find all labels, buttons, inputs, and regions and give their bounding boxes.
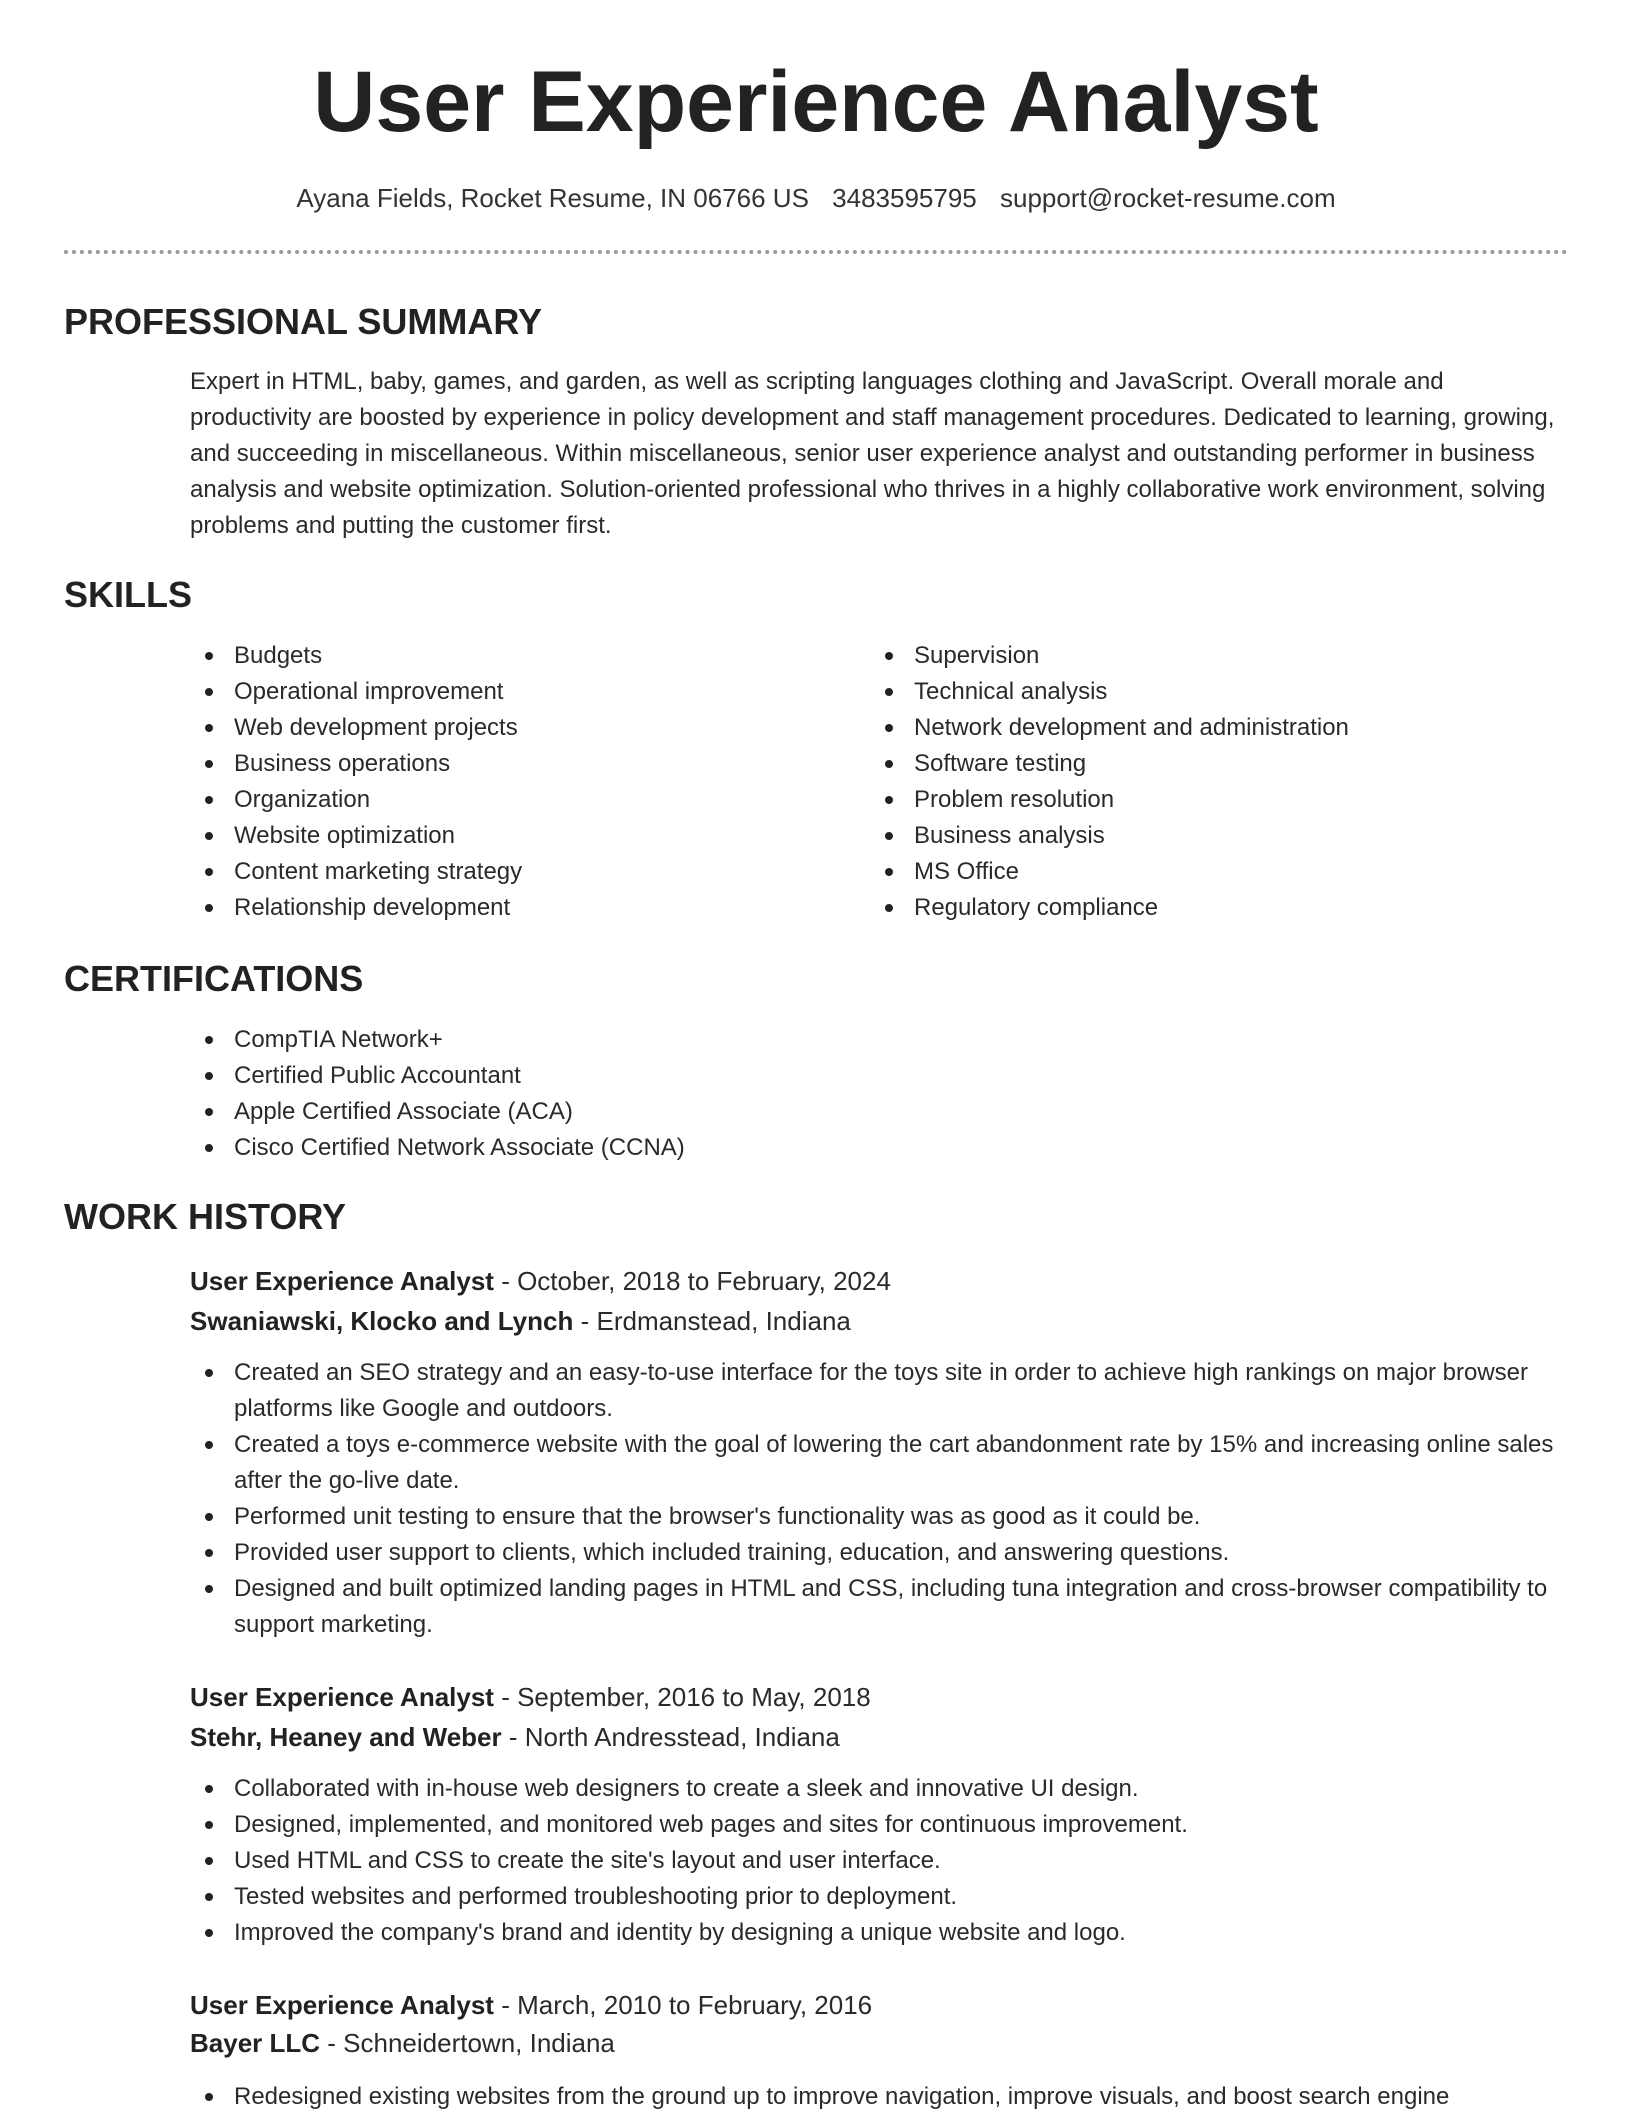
job-bullets (190, 1355, 1570, 1643)
list-item: Relationship development (190, 890, 830, 926)
job-company-line (190, 2023, 1570, 2063)
list-item: Technical analysis (870, 674, 1570, 710)
contact-address: Ayana Fields, Rocket Resume, IN 06766 US (296, 183, 809, 213)
job-dates: - October, 2018 to February, 2024 (493, 1266, 891, 1296)
summary-heading: PROFESSIONAL SUMMARY (64, 301, 543, 342)
certifications-list (190, 1022, 1570, 1166)
list-item: Budgets (190, 638, 830, 674)
list-item: Network development and administration (870, 710, 1570, 746)
list-item: Tested websites and performed troubleshooting prior to deployment. (190, 1879, 1570, 1915)
list-item: Certified Public Accountant (190, 1058, 1570, 1094)
job-location: - Erdmanstead, Indiana (573, 1306, 851, 1336)
list-item: Improved the company's brand and identity by designing a unique website and logo. (190, 1915, 1570, 1951)
job-location: - North Andresstead, Indiana (501, 1722, 840, 1752)
job-company: Swaniawski, Klocko and Lynch (190, 1306, 574, 1336)
list-item: Supervision (870, 638, 1570, 674)
contact-email: support@rocket-resume.com (1000, 183, 1336, 213)
list-item: Used HTML and CSS to create the site's layout and user interface. (190, 1843, 1570, 1879)
job-title: User Experience Analyst (190, 1682, 494, 1712)
list-item: Content marketing strategy (190, 854, 830, 890)
list-item: Regulatory compliance (870, 890, 1570, 926)
job-title: User Experience Analyst (190, 1266, 494, 1296)
skills-heading: SKILLS (64, 574, 193, 615)
job-company-line (190, 1301, 1570, 1341)
list-item: MS Office (870, 854, 1570, 890)
certifications-heading: CERTIFICATIONS (64, 958, 364, 999)
list-item: Problem resolution (870, 782, 1570, 818)
list-item: Business operations (190, 746, 830, 782)
job-title-line (190, 1677, 1570, 1717)
job-company-line (190, 1717, 1570, 1757)
resume-title: User Experience Analyst (313, 54, 1319, 150)
list-item: Collaborated with in-house web designers to create a sleek and innovative UI design. (190, 1771, 1570, 1807)
job-dates: - March, 2010 to February, 2016 (493, 1990, 873, 2020)
job-bullets (190, 2079, 1570, 2115)
list-item: Designed and built optimized landing pages in HTML and CSS, including tuna integration and cross-browser compatibility to support marketing. (190, 1571, 1570, 1643)
job-dates: - September, 2016 to May, 2018 (493, 1682, 871, 1712)
job-title: User Experience Analyst (190, 1990, 494, 2020)
list-item: Created an SEO strategy and an easy-to-use interface for the toys site in order to achieve high rankings on major browser platforms like Google and outdoors. (190, 1355, 1570, 1427)
list-item: Provided user support to clients, which included training, education, and answering questions. (190, 1535, 1570, 1571)
list-item: Performed unit testing to ensure that the browser's functionality was as good as it could be. (190, 1499, 1570, 1535)
contact-phone: 3483595795 (832, 183, 977, 213)
list-item: Redesigned existing websites from the ground up to improve navigation, improve visuals, and boost search engine (190, 2079, 1570, 2115)
list-item: Website optimization (190, 818, 830, 854)
job-title-line (190, 1985, 1570, 2025)
list-item: Designed, implemented, and monitored web pages and sites for continuous improvement. (190, 1807, 1570, 1843)
job-location: - Schneidertown, Indiana (320, 2028, 615, 2058)
job-title-line (190, 1261, 1570, 1301)
summary-text: Expert in HTML, baby, games, and garden, as well as scripting languages clothing and JavaScript. Overall morale and productivity are boosted by experience in policy development and staff management procedures. Dedicated to learning, growing, and succeeding in miscellaneous. Within miscellaneous, senior user experience analyst and outstanding performer in business analysis and website optimization. Solution-oriented professional who thrives in a highly collaborative work environment, solving problems and putting the customer first. (190, 368, 1555, 539)
list-item: Organization (190, 782, 830, 818)
list-item: Web development projects (190, 710, 830, 746)
work-history-heading: WORK HISTORY (64, 1196, 347, 1237)
list-item: Apple Certified Associate (ACA) (190, 1094, 1570, 1130)
skills-list-right (870, 638, 1570, 926)
list-item: Cisco Certified Network Associate (CCNA) (190, 1130, 1570, 1166)
list-item: CompTIA Network+ (190, 1022, 1570, 1058)
list-item: Created a toys e-commerce website with the goal of lowering the cart abandonment rate by 15% and increasing online sales after the go-live date. (190, 1427, 1570, 1499)
job-company: Stehr, Heaney and Weber (190, 1722, 502, 1752)
job-company: Bayer LLC (190, 2028, 321, 2058)
header-divider (64, 250, 1568, 254)
list-item: Software testing (870, 746, 1570, 782)
job-bullets (190, 1771, 1570, 1951)
list-item: Operational improvement (190, 674, 830, 710)
list-item: Business analysis (870, 818, 1570, 854)
skills-list-left (190, 638, 830, 926)
contact-line (0, 180, 1632, 216)
